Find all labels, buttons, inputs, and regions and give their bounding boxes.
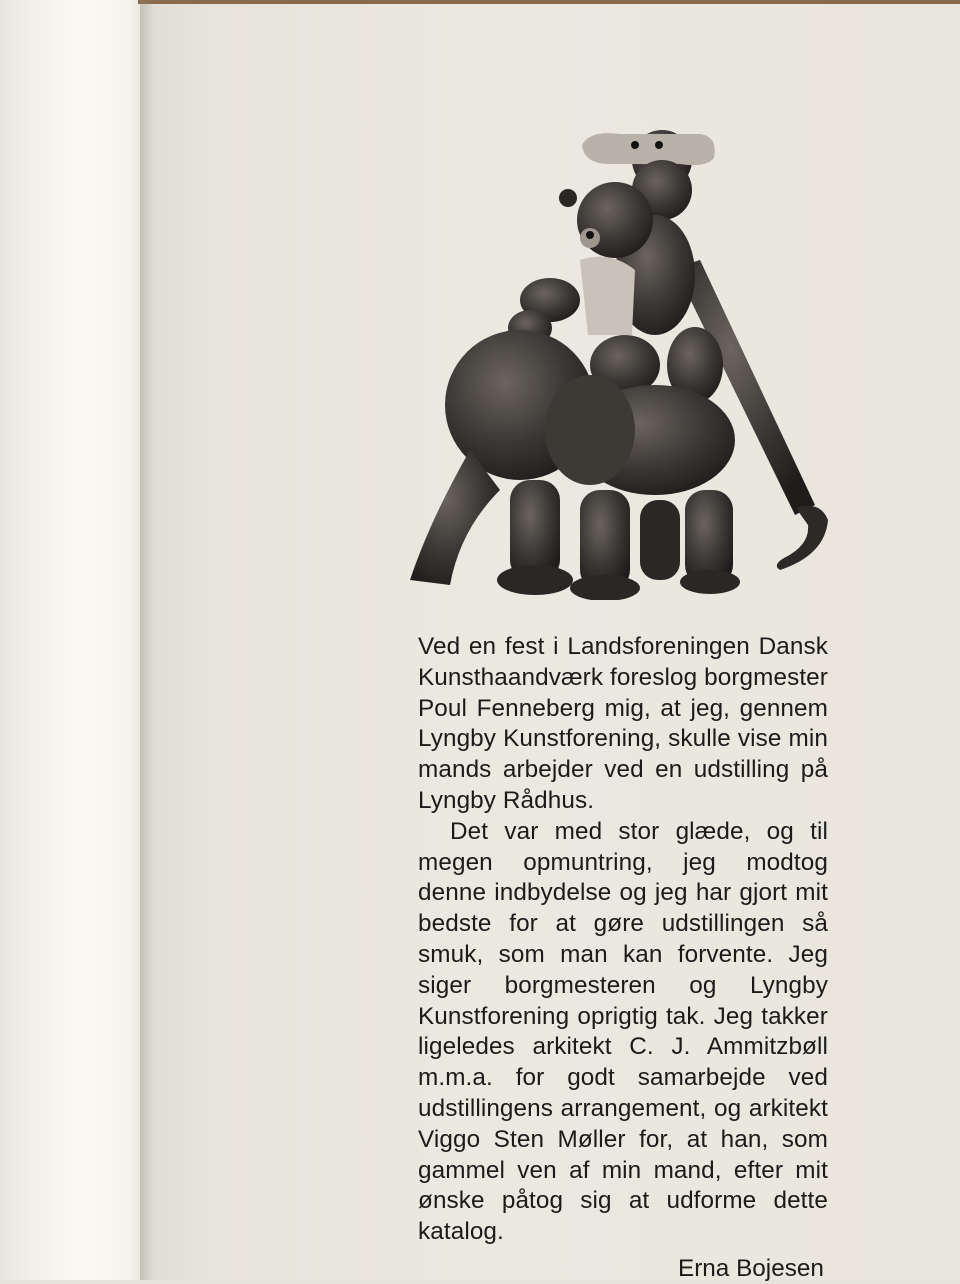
body-text bbox=[418, 632, 828, 1248]
page-fold-shadow bbox=[140, 0, 154, 1280]
paragraph-2: Det var med stor glæde, og til megen opmuntring, jeg modtog denne indbydelse og jeg har gjort mit bedste for at gøre udstillingen så smuk, som man kan forvente. Jeg siger borgmesteren og Lyngby Kunstforening oprigtig tak. Jeg takker ligeledes arkitekt C. J. Ammitzbøll m.m.a. for godt samarbejde ved udstillingens arrangement, og arkitekt Viggo Sten Møller for, at han, som gammel ven af min mand, efter mit ønske påtog sig at udforme dette katalog. bbox=[418, 817, 828, 1246]
photo-illustration bbox=[400, 100, 870, 600]
left-page-leaf bbox=[0, 0, 140, 1280]
paragraph-1: Ved en fest i Landsforeningen Dansk Kunsthaandværk foreslog borgmester Poul Fenneberg mig, at jeg, gennem Lyngby Kunstforening, skulle vise min mands arbejder ved en udstilling på Lyngby Rådhus. bbox=[418, 633, 828, 814]
signature: Erna Bojesen bbox=[678, 1255, 824, 1282]
wooden-toys-photo bbox=[400, 100, 870, 600]
page-top-edge bbox=[138, 0, 960, 4]
